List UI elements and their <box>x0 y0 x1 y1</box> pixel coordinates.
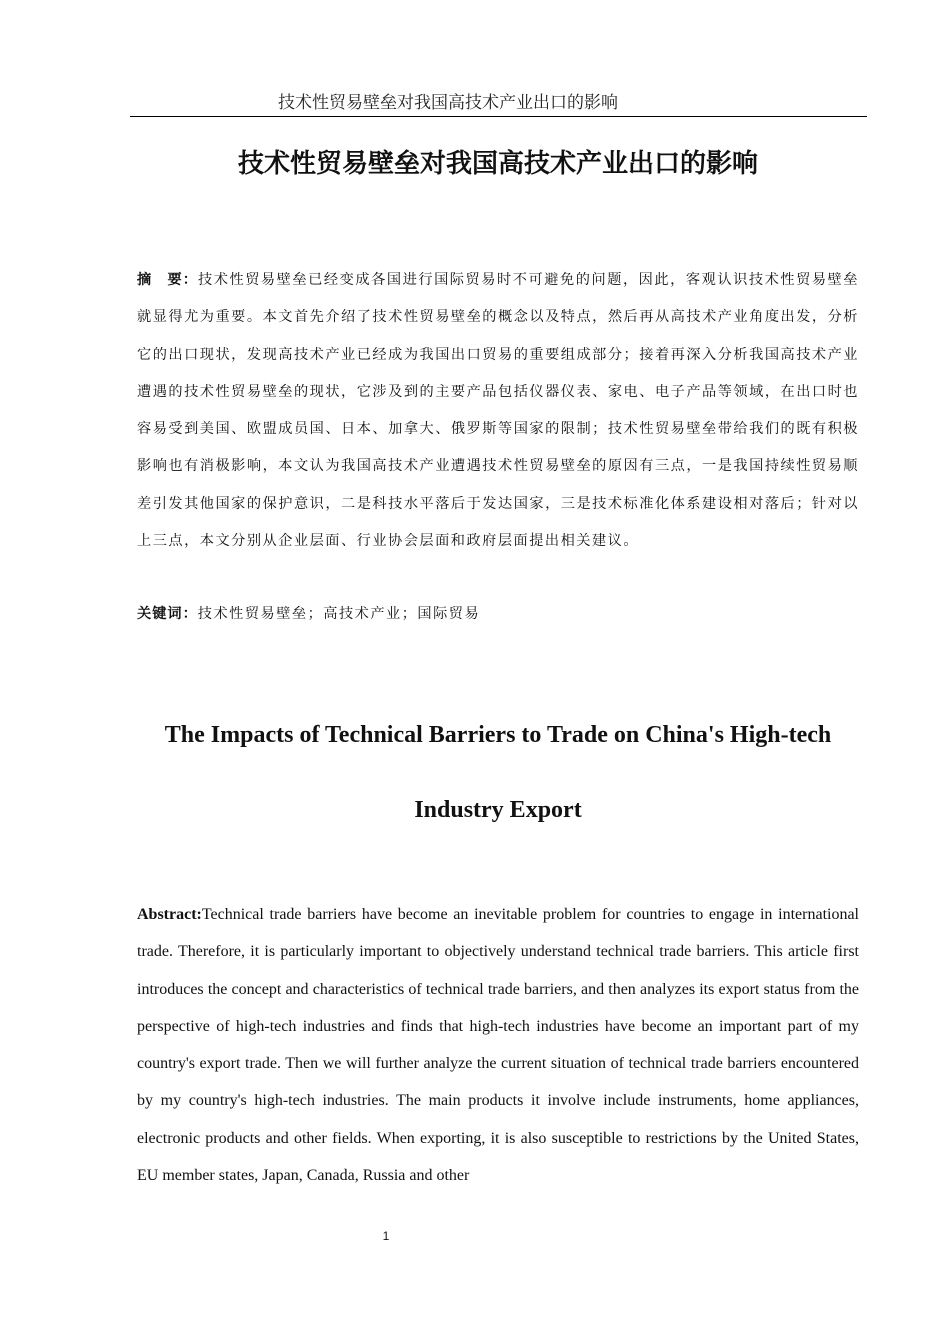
english-title: The Impacts of Technical Barriers to Trade on China's High-tech Industry Export <box>164 722 832 823</box>
chinese-keywords-label: 关键词： <box>137 606 198 622</box>
english-abstract-label: Abstract: <box>137 906 202 923</box>
chinese-abstract-text: 技术性贸易壁垒已经变成各国进行国际贸易时不可避免的问题，因此，客观认识技术性贸易壁垒就显得尤为重要。本文首先介绍了技术性贸易壁垒的概念以及特点，然后再从高技术产业角度出发，分析它的出口现状，发现高技术产业已经成为我国出口贸易的重要组成部分；接着再深入分析我国高技术产业遭遇的技术性贸易壁垒的现状，它涉及到的主要产品包括仪器仪表、家电、电子产品等领域，在出口时也容易受到美国、欧盟成员国、日本、加拿大、俄罗斯等国家的限制；技术性贸易壁垒带给我们的既有积极影响也有消极影响，本文认为我国高技术产业遭遇技术性贸易壁垒的原因有三点，一是我国持续性贸易顺差引发其他国家的保护意识，二是科技水平落后于发达国家，三是技术标准化体系建设相对落后；针对以上三点，本文分别从企业层面、行业协会层面和政府层面提出相关建议。 <box>137 272 859 550</box>
english-abstract-text: Technical trade barriers have become an inevitable problem for countries to engage in international trade. Therefore, it is particularly important to objectively understand technical trade barriers. This article first introduces the concept and characteristics of technical trade barriers, and then analyzes its export status from the perspective of high-tech industries and finds that high-tech industries have become an important part of my country's export trade. Then we will further analyze the current situation of technical trade barriers encountered by my country's high-tech industries. The main products it involve include instruments, home appliances, electronic products and other fields. When exporting, it is also susceptible to restrictions by the United States, EU member states, Japan, Canada, Russia and other <box>137 906 859 1185</box>
running-header <box>130 91 867 117</box>
chinese-abstract <box>137 262 859 560</box>
chinese-keywords-text: 技术性贸易壁垒；高技术产业；国际贸易 <box>197 606 481 622</box>
english-abstract <box>137 896 859 1194</box>
running-header-title: 技术性贸易壁垒对我国高技术产业出口的影响 <box>278 93 618 113</box>
chinese-abstract-label: 摘 要： <box>137 272 198 288</box>
page-number: 1 <box>382 1229 390 1243</box>
chinese-title: 技术性贸易壁垒对我国高技术产业出口的影响 <box>237 149 758 179</box>
chinese-keywords <box>137 596 859 633</box>
